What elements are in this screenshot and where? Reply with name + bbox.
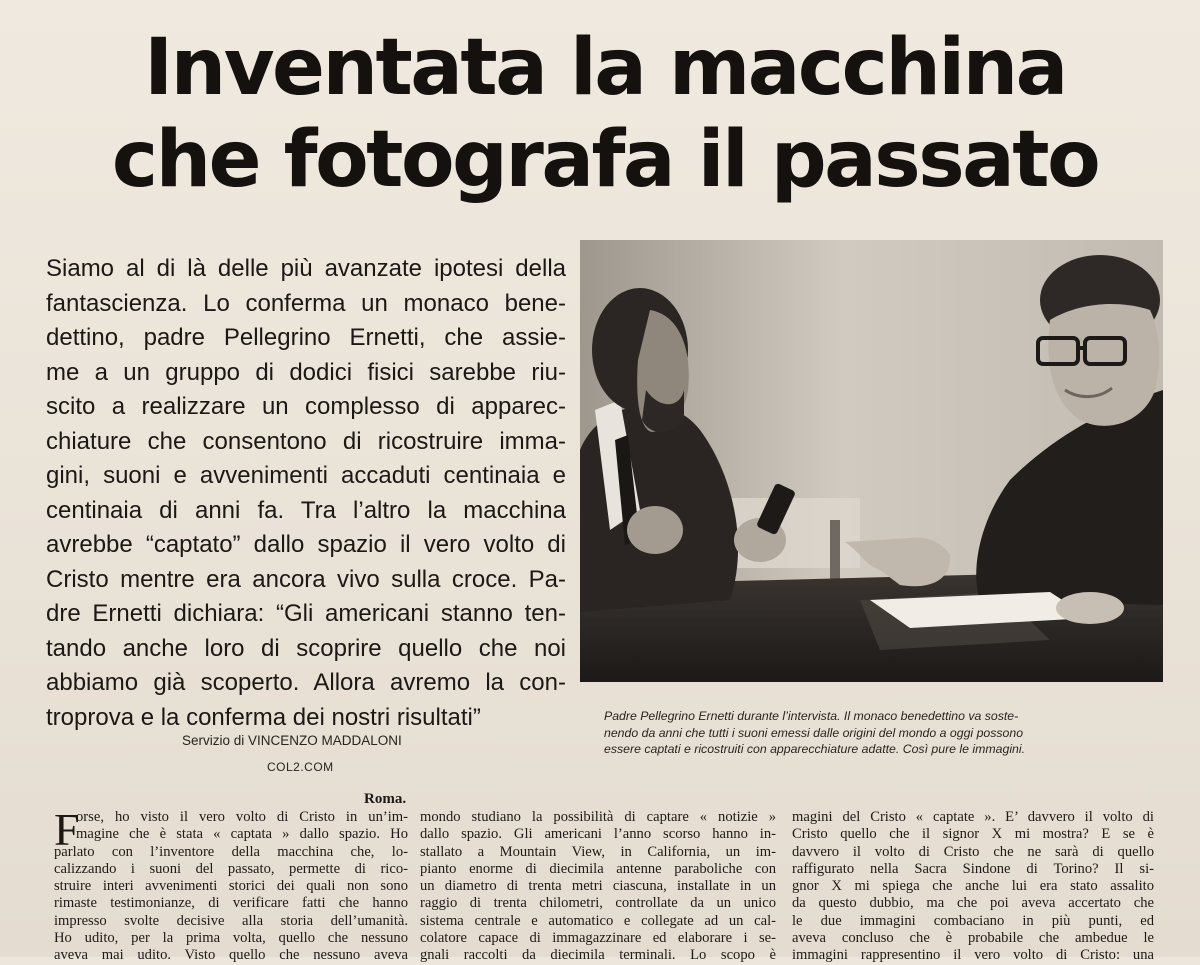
lead-paragraph <box>46 252 566 735</box>
body-line: le due immagini combaciano in più punti, ed <box>792 912 1154 929</box>
dateline: Roma. <box>364 791 407 807</box>
body-line: magini del Cristo « captate ». E’ davvero il volto di <box>792 809 1154 825</box>
body-line: dallo spazio. Gli americani l’anno scorso hanno in- <box>420 826 776 843</box>
lead-line: gini, suoni e avvenimenti accaduti centinaia e <box>46 462 566 489</box>
photo-illustration <box>580 240 1163 682</box>
lead-line: Siamo al di là delle più avanzate ipotesi della <box>46 255 566 282</box>
body-line: parlato con l’inventore della macchina che, lo- <box>54 843 408 860</box>
caption-line: essere captati e ricostruiti con apparecchiature adatte. Così pure le immagini. <box>604 742 1026 756</box>
body-line: magine che è stata « captata » dallo spazio. Ho <box>76 826 408 843</box>
drop-cap: F <box>54 804 80 855</box>
body-line: calizzando i suoni del passato, permette di rico- <box>54 860 408 877</box>
body-line: raggio di trenta chilometri, controllate da un unico <box>420 895 776 912</box>
headline-line-2: che fotografa il passato <box>111 115 1099 205</box>
body-line: pianto enorme di diecimila antenne paraboliche con <box>420 860 776 877</box>
lead-line: fantascienza. Lo conferma un monaco bene- <box>46 289 566 317</box>
lead-line: dettino, padre Pellegrino Ernetti, che assie- <box>46 324 566 351</box>
lead-line: abbiamo già scoperto. Allora avremo la con- <box>46 669 566 696</box>
author-byline: Servizio di VINCENZO MADDALONI <box>182 733 402 748</box>
body-line: da questo dubbio, ma che poi aveva accertato che <box>792 895 1154 912</box>
interview-photo <box>580 240 1163 682</box>
body-line: immagini rappresentino il vero volto di Cristo: una <box>792 947 1154 964</box>
body-line: stallato a Mountain View, in California, un im- <box>420 843 776 860</box>
body-line: davvero il volto di Cristo che ne sarà di quello <box>792 843 1154 860</box>
caption-line: nendo da anni che tutti i suoni emessi dalle origini del mondo a oggi possono <box>604 725 1024 740</box>
body-line: orse, ho visto il vero volto di Cristo in un’im- <box>76 809 408 825</box>
body-line: struire interi avvenimenti storici dei quali non sono <box>54 878 408 895</box>
body-line: colatore capace di immagazzinare ed elaborare i se- <box>420 930 776 947</box>
body-column-1 <box>54 804 408 965</box>
body-column-2 <box>420 809 776 965</box>
lead-line: chiature che consentono di ricostruire imma- <box>46 427 566 455</box>
lead-line: tando anche loro di scoprire quello che noi <box>46 634 566 662</box>
photo-caption <box>604 708 1144 758</box>
body-line: rimaste testimonianze, di verificare fatti che hanno <box>54 895 408 912</box>
body-line: gnor X mi spiega che anche lui era stato assalito <box>792 878 1154 895</box>
headline-line-1: Inventata la macchina <box>144 23 1066 113</box>
lead-line: Cristo mentre era ancora vivo sulla croce. Pa- <box>46 565 566 593</box>
lead-line: troprova e la conferma dei nostri risultati” <box>46 703 481 731</box>
body-line: mondo studiano la possibilità di captare « notizie » <box>420 809 776 825</box>
lead-line: avrebbe “captato” dallo spazio il vero volto di <box>46 531 566 558</box>
body-line: sistema centrale e automatico e collegate ad un cal- <box>420 912 776 929</box>
lead-line: dre Ernetti dichiara: “Gli americani stanno ten- <box>46 600 566 627</box>
body-line: Cristo quello che il signor X mi mostra? E se è <box>792 826 1154 843</box>
lead-line: centinaia di anni fa. Tra l’altro la macchina <box>46 496 566 524</box>
body-line: raffigurato nella Sacra Sindone di Torino? Il si- <box>792 860 1154 877</box>
headline <box>40 22 1170 206</box>
body-line: gnali raccolti da diecimila terminali. Lo scopo è <box>420 947 776 964</box>
body-line: Ho udito, per la prima volta, quello che nessuno <box>54 930 408 947</box>
caption-line: Padre Pellegrino Ernetti durante l’intervista. Il monaco benedettino va soste- <box>604 709 1019 723</box>
body-line: aveva concluso che è probabile che ambedue le <box>792 930 1154 947</box>
body-line: impresso svolte decisive alla storia dell’umanità. <box>54 912 408 929</box>
lead-line: me a un gruppo di dodici fisici sarebbe riu- <box>46 358 566 386</box>
body-line: un diametro di trenta metri ciascuna, installate in un <box>420 878 776 895</box>
body-column-3 <box>792 809 1154 965</box>
body-line: aveva mai udito. Visto quello che nessuno aveva <box>54 947 408 964</box>
watermark: COL2.COM <box>267 760 334 774</box>
lead-line: scito a realizzare un complesso di apparec- <box>46 393 566 420</box>
